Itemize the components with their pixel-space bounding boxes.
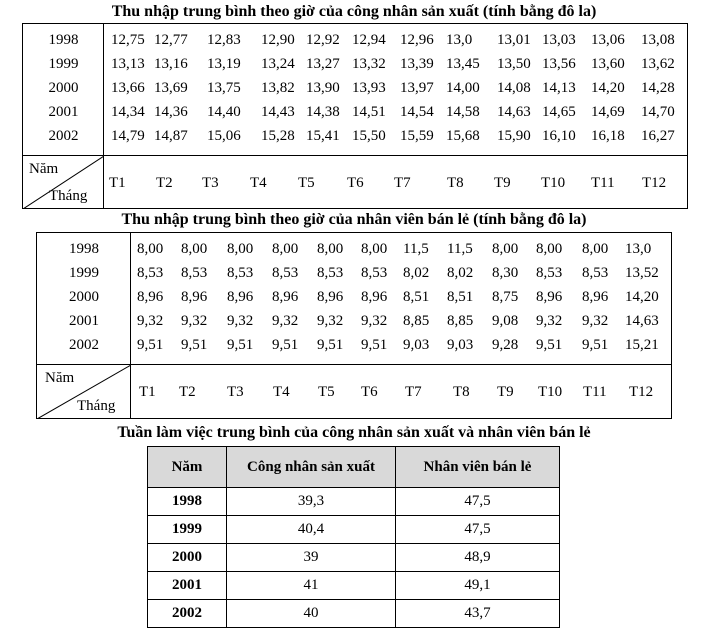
month-label: T9 (494, 175, 511, 191)
row-year: 2002 (48, 128, 79, 144)
wage-cell: 8,75 (492, 289, 519, 305)
month-label: T3 (227, 384, 244, 400)
table-row (148, 600, 560, 628)
wage-cell: 13,03 (542, 32, 576, 48)
wage-cell: 14,38 (306, 104, 340, 120)
wage-cell: 13,82 (261, 80, 295, 96)
month-label: T12 (629, 384, 654, 400)
month-header-row (37, 364, 671, 418)
wage-cell: 12,96 (400, 32, 434, 48)
wage-cell: 15,21 (625, 337, 659, 353)
wage-cell: 9,32 (227, 313, 254, 329)
wage-cell: 13,97 (400, 80, 434, 96)
wage-cell: 8,96 (582, 289, 609, 305)
month-label: T12 (642, 175, 667, 191)
production-hours-cell: 41 (227, 572, 396, 600)
wage-cell: 14,20 (625, 289, 659, 305)
wage-cell: 14,58 (446, 104, 480, 120)
table-row (148, 488, 560, 516)
weekly-hours-table (147, 446, 560, 628)
wage-cell: 13,75 (207, 80, 241, 96)
retail-hours-cell: 49,1 (396, 572, 560, 600)
wage-cell: 13,19 (207, 56, 241, 72)
wage-cell: 9,51 (361, 337, 388, 353)
row-year: 2000 (48, 80, 79, 96)
production-hours-cell: 40,4 (227, 516, 396, 544)
row-year: 2000 (69, 289, 99, 305)
wage-cell: 9,51 (181, 337, 208, 353)
month-header-row (23, 155, 687, 208)
wage-cell: 14,34 (111, 104, 145, 120)
wage-cell: 14,65 (542, 104, 576, 120)
wage-cell: 8,85 (447, 313, 474, 329)
wage-cell: 8,02 (447, 265, 474, 281)
wage-cell: 8,00 (272, 241, 299, 257)
wage-cell: 8,53 (317, 265, 344, 281)
wage-cell: 8,00 (582, 241, 609, 257)
wage-cell: 13,01 (497, 32, 531, 48)
wage-cell: 13,62 (641, 56, 675, 72)
wage-cell: 8,96 (272, 289, 299, 305)
wage-cell: 11,5 (447, 241, 473, 257)
wage-cell: 8,96 (181, 289, 208, 305)
wage-cell: 12,92 (306, 32, 340, 48)
month-label: T7 (394, 175, 411, 191)
month-label: T8 (453, 384, 470, 400)
row-year: 2000 (148, 544, 227, 572)
wage-cell: 14,63 (497, 104, 531, 120)
wage-cell: 9,32 (361, 313, 388, 329)
row-year: 2001 (48, 104, 79, 120)
wage-cell: 12,75 (111, 32, 145, 48)
production-hours-cell: 39,3 (227, 488, 396, 516)
wage-cell: 14,54 (400, 104, 434, 120)
table2-title: Thu nhập trung bình theo giờ của nhân viên bán lẻ (tính bằng đô la) (121, 211, 587, 228)
production-hours-cell: 40 (227, 600, 396, 628)
wage-cell: 14,36 (154, 104, 188, 120)
wage-cell: 13,06 (591, 32, 625, 48)
header-retail: Nhân viên bán lẻ (396, 447, 560, 488)
wage-cell: 13,08 (641, 32, 675, 48)
wage-cell: 8,53 (361, 265, 388, 281)
wage-cell: 16,10 (542, 128, 576, 144)
wage-cell: 14,43 (261, 104, 295, 120)
wage-cell: 8,96 (361, 289, 388, 305)
wage-cell: 13,0 (446, 32, 473, 48)
wage-cell: 9,51 (582, 337, 609, 353)
wage-cell: 8,00 (137, 241, 164, 257)
year-month-corner (37, 365, 131, 419)
wage-cell: 8,00 (317, 241, 344, 257)
month-label: T8 (447, 175, 464, 191)
table3-title: Tuần làm việc trung bình của công nhân sản xuất và nhân viên bán lẻ (117, 424, 591, 441)
wage-cell: 9,51 (317, 337, 344, 353)
wage-cell: 9,32 (181, 313, 208, 329)
table-row (148, 516, 560, 544)
row-year: 1999 (48, 56, 79, 72)
wage-cell: 9,03 (403, 337, 430, 353)
wage-cell: 9,32 (536, 313, 563, 329)
row-year: 2002 (69, 337, 99, 353)
retail-hours-cell: 47,5 (396, 516, 560, 544)
wage-cell: 8,96 (137, 289, 164, 305)
corner-month-label: Tháng (77, 398, 116, 414)
retail-hours-cell: 48,9 (396, 544, 560, 572)
month-label: T10 (538, 384, 563, 400)
row-year: 2001 (69, 313, 99, 329)
wage-cell: 15,06 (207, 128, 241, 144)
wage-cell: 8,00 (361, 241, 388, 257)
month-label: T7 (405, 384, 422, 400)
month-label: T1 (109, 175, 126, 191)
wage-cell: 13,56 (542, 56, 576, 72)
corner-year-label: Năm (29, 161, 59, 177)
wage-cell: 12,90 (261, 32, 295, 48)
month-label: T5 (318, 384, 335, 400)
wage-cell: 9,51 (137, 337, 164, 353)
wage-cell: 13,45 (446, 56, 480, 72)
wage-cell: 14,79 (111, 128, 145, 144)
wage-cell: 13,0 (625, 241, 652, 257)
wage-cell: 12,83 (207, 32, 241, 48)
month-label: T10 (541, 175, 566, 191)
month-label: T9 (497, 384, 514, 400)
wage-cell: 14,69 (591, 104, 625, 120)
production-wage-table (22, 23, 688, 209)
wage-cell: 11,5 (403, 241, 429, 257)
wage-cell: 9,28 (492, 337, 519, 353)
wage-cell: 9,32 (317, 313, 344, 329)
month-label: T4 (273, 384, 290, 400)
wage-cell: 14,28 (641, 80, 675, 96)
wage-cell: 9,32 (582, 313, 609, 329)
wage-cell: 13,13 (111, 56, 145, 72)
wage-cell: 8,02 (403, 265, 430, 281)
year-month-corner (23, 156, 104, 209)
row-year: 1999 (148, 516, 227, 544)
wage-cell: 8,00 (227, 241, 254, 257)
wage-cell: 14,51 (352, 104, 386, 120)
wage-cell: 15,68 (446, 128, 480, 144)
wage-cell: 13,27 (306, 56, 340, 72)
month-label: T4 (250, 175, 267, 191)
row-year: 1998 (69, 241, 99, 257)
month-label: T6 (347, 175, 364, 191)
retail-hours-cell: 43,7 (396, 600, 560, 628)
wage-cell: 8,51 (447, 289, 474, 305)
retail-wage-table (36, 232, 672, 419)
wage-cell: 13,66 (111, 80, 145, 96)
wage-cell: 14,20 (591, 80, 625, 96)
wage-cell: 8,85 (403, 313, 430, 329)
wage-cell: 8,53 (582, 265, 609, 281)
row-year: 1998 (148, 488, 227, 516)
wage-cell: 13,50 (497, 56, 531, 72)
month-label: T1 (139, 384, 156, 400)
month-label: T6 (361, 384, 378, 400)
wage-cell: 13,52 (625, 265, 659, 281)
wage-cell: 14,13 (542, 80, 576, 96)
wage-cell: 15,90 (497, 128, 531, 144)
production-hours-cell: 39 (227, 544, 396, 572)
wage-cell: 15,50 (352, 128, 386, 144)
wage-cell: 13,39 (400, 56, 434, 72)
wage-cell: 13,69 (154, 80, 188, 96)
wage-cell: 8,30 (492, 265, 519, 281)
wage-cell: 14,63 (625, 313, 659, 329)
month-label: T11 (591, 175, 615, 191)
row-year: 2001 (148, 572, 227, 600)
wage-cell: 9,32 (137, 313, 164, 329)
header-production: Công nhân sản xuất (227, 447, 396, 488)
wage-cell: 8,96 (536, 289, 563, 305)
month-label: T3 (202, 175, 219, 191)
table1-title: Thu nhập trung bình theo giờ của công nhân sản xuất (tính bằng đô la) (111, 3, 597, 20)
wage-cell: 13,32 (352, 56, 386, 72)
wage-cell: 9,32 (272, 313, 299, 329)
retail-hours-cell: 47,5 (396, 488, 560, 516)
wage-cell: 14,40 (207, 104, 241, 120)
wage-cell: 8,53 (227, 265, 254, 281)
wage-cell: 13,93 (352, 80, 386, 96)
table-header-row (148, 447, 560, 488)
wage-cell: 8,00 (181, 241, 208, 257)
wage-cell: 15,41 (306, 128, 340, 144)
wage-cell: 8,53 (272, 265, 299, 281)
wage-cell: 8,00 (492, 241, 519, 257)
wage-cell: 13,60 (591, 56, 625, 72)
wage-cell: 8,53 (137, 265, 164, 281)
wage-cell: 8,96 (317, 289, 344, 305)
corner-year-label: Năm (45, 370, 75, 386)
wage-cell: 13,24 (261, 56, 295, 72)
wage-cell: 16,18 (591, 128, 625, 144)
wage-cell: 8,51 (403, 289, 430, 305)
row-year: 2002 (148, 600, 227, 628)
wage-cell: 14,00 (446, 80, 480, 96)
wage-cell: 8,00 (536, 241, 563, 257)
month-label: T2 (179, 384, 196, 400)
wage-cell: 14,08 (497, 80, 531, 96)
month-label: T11 (583, 384, 607, 400)
corner-month-label: Tháng (49, 188, 88, 204)
table-row (148, 572, 560, 600)
row-year: 1999 (69, 265, 99, 281)
wage-cell: 15,28 (261, 128, 295, 144)
table-row (148, 544, 560, 572)
wage-cell: 13,16 (154, 56, 188, 72)
wage-cell: 8,53 (536, 265, 563, 281)
wage-cell: 14,70 (641, 104, 675, 120)
wage-cell: 12,77 (154, 32, 188, 48)
wage-cell: 14,87 (154, 128, 188, 144)
wage-cell: 16,27 (641, 128, 675, 144)
wage-cell: 9,03 (447, 337, 474, 353)
wage-cell: 9,51 (536, 337, 563, 353)
wage-cell: 12,94 (352, 32, 386, 48)
row-year: 1998 (48, 32, 79, 48)
month-label: T5 (298, 175, 315, 191)
wage-cell: 9,51 (227, 337, 254, 353)
wage-cell: 8,53 (181, 265, 208, 281)
header-year: Năm (148, 447, 227, 488)
wage-cell: 13,90 (306, 80, 340, 96)
month-label: T2 (156, 175, 173, 191)
wage-cell: 9,51 (272, 337, 299, 353)
wage-cell: 9,08 (492, 313, 519, 329)
wage-cell: 15,59 (400, 128, 434, 144)
wage-cell: 8,96 (227, 289, 254, 305)
